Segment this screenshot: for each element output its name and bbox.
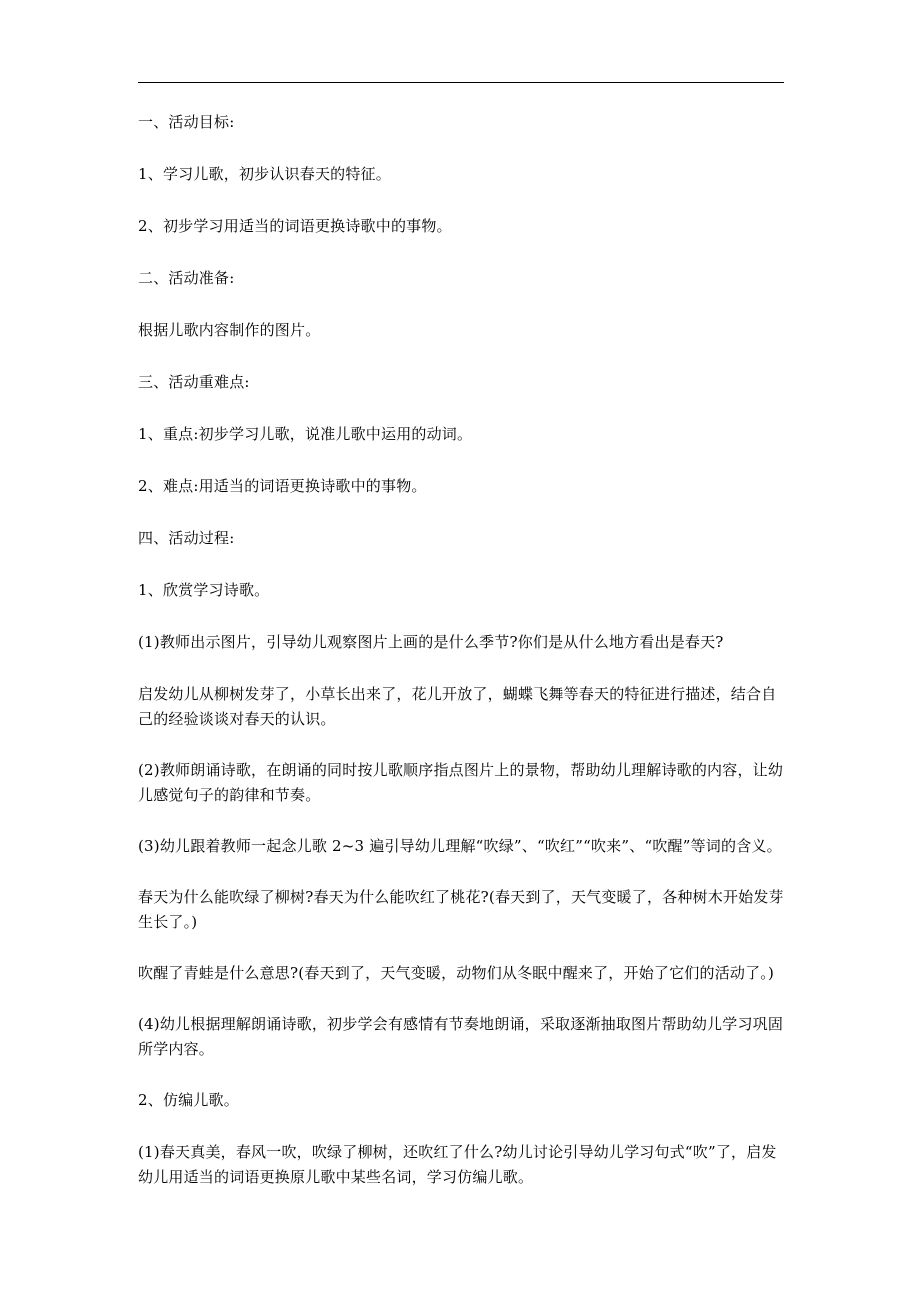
process-paragraph: (3)幼儿跟着教师一起念儿歌 2~3 遍引导幼儿理解“吹绿”、“吹红”“吹来”、“吹醒”等词的含义。	[138, 837, 782, 855]
process-paragraph: 启发幼儿从柳树发芽了，小草长出来了，花儿开放了，蝴蝶飞舞等春天的特征进行描述，结合自己的经验谈谈对春天的认识。	[138, 685, 777, 728]
key-point-item: 2、难点:用适当的词语更换诗歌中的事物。	[138, 477, 427, 495]
process-paragraph: 春天为什么能吹绿了柳树?春天为什么能吹红了桃花?(春天到了，天气变暖了，各种树木开始发芽生长了。)	[138, 888, 784, 931]
goal-item: 1、学习儿歌，初步认识春天的特征。	[138, 165, 391, 183]
goal-item: 2、初步学习用适当的词语更换诗歌中的事物。	[138, 217, 452, 235]
process-paragraph: (4)幼儿根据理解朗诵诗歌，初步学会有感情有节奏地朗诵，采取逐渐抽取图片帮助幼儿学习巩固所学内容。	[138, 1015, 784, 1058]
section-heading-key-points: 三、活动重难点:	[138, 373, 250, 391]
preparation-text: 根据儿歌内容制作的图片。	[138, 321, 321, 339]
section-heading-process: 四、活动过程:	[138, 529, 235, 547]
process-paragraph: (1)春天真美，春风一吹，吹绿了柳树，还吹红了什么?幼儿讨论引导幼儿学习句式“吹”了，启发幼儿用适当的词语更换原儿歌中某些名词，学习仿编儿歌。	[138, 1143, 777, 1186]
key-point-item: 1、重点:初步学习儿歌，说准儿歌中运用的动词。	[138, 425, 473, 443]
process-subheading: 1、欣赏学习诗歌。	[138, 581, 270, 599]
section-heading-preparation: 二、活动准备:	[138, 269, 235, 287]
process-paragraph: 吹醒了青蛙是什么意思?(春天到了，天气变暖，动物们从冬眠中醒来了，开始了它们的活动了。)	[138, 964, 775, 982]
section-heading-goals: 一、活动目标:	[138, 113, 235, 131]
process-subheading: 2、仿编儿歌。	[138, 1091, 239, 1109]
process-paragraph: (2)教师朗诵诗歌，在朗诵的同时按儿歌顺序指点图片上的景物，帮助幼儿理解诗歌的内容，让幼儿感觉句子的韵律和节奏。	[138, 761, 784, 804]
header-rule	[138, 82, 784, 83]
process-paragraph: (1)教师出示图片，引导幼儿观察图片上画的是什么季节?你们是从什么地方看出是春天?	[138, 633, 724, 651]
document-body	[138, 110, 788, 1217]
